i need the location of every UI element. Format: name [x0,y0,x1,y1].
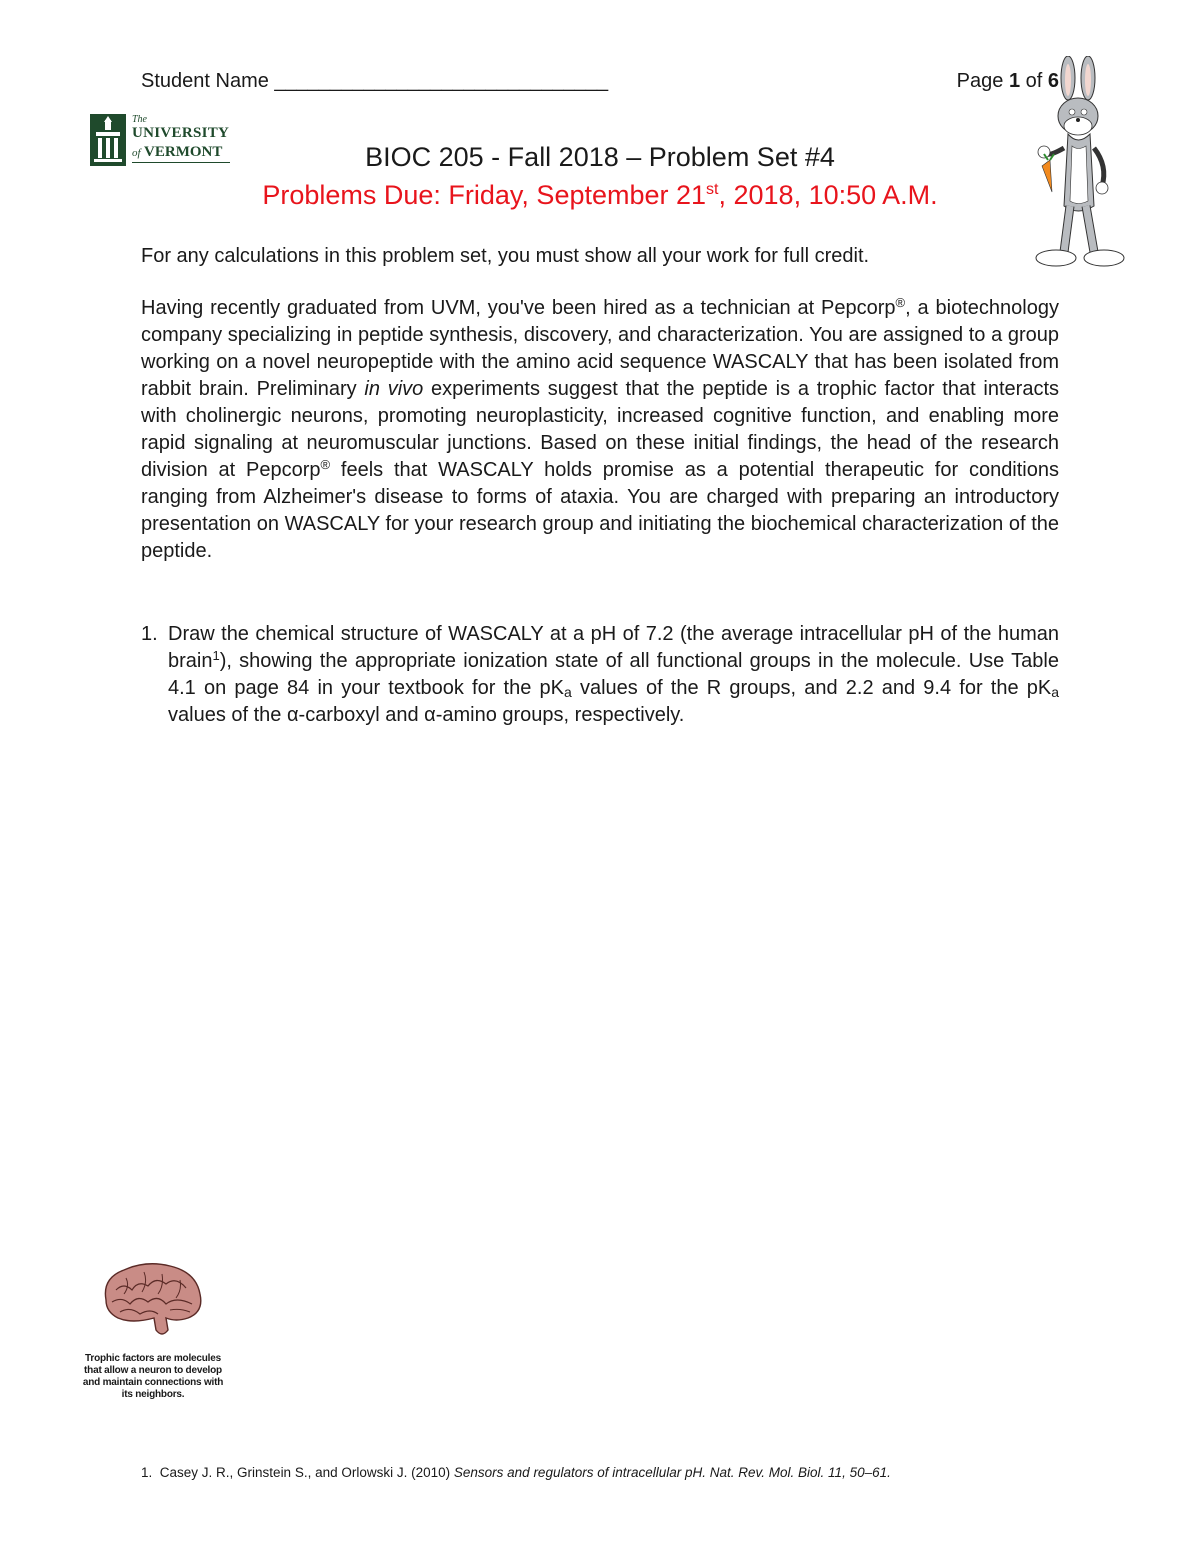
body-italic: in vivo [364,378,424,400]
brain-caption: Trophic factors are molecules that allow a neuron to develop and maintain connections with its neighbors. [82,1353,224,1400]
footnote [141,1464,1081,1482]
registered-mark: ® [320,457,331,472]
question-number: 1. [141,623,158,645]
scenario-paragraph [141,295,1059,565]
due-prefix: Problems Due: Friday, September 21 [262,180,707,210]
question-text-1: Draw the chemical structure of WASCALY at a pH of 7.2 (the average intracellular pH of the human brain [168,623,1059,672]
due-suffix: , 2018, 10:50 A.M. [718,180,938,210]
footnote-title: Sensors and regulators of intracellular pH. Nat. Rev. Mol. Biol. 11, 50–61. [453,1465,891,1480]
body-text-4: feels that WASCALY holds promise as a potential therapeutic for conditions ranging from Alzheimer's disease to forms of ataxia. You are charged with preparing an introductory presentation on WASCALY for your research group and initiating the biochemical characterization of the peptide. [141,459,1060,562]
question-text-2: ), showing the appropriate ionization state of all functional groups in the molecule. Use Table 4.1 on page 84 in your textbook for the pK [168,650,1059,699]
page-current: 1 [1008,70,1021,92]
footnote-authors: Casey J. R., Grinstein S., and Orlowski J. (2010) [159,1465,454,1480]
footnote-ref: 1 [212,648,220,663]
due-ordinal: st [706,181,719,198]
page-of: of [1025,70,1043,92]
logo-vermont-text: VERMONT [144,144,223,160]
body-text-3: experiments suggest that the peptide is a trophic factor that interacts with cholinergic neurons, promoting neuroplasticity, increased cognitive function, and enabling more rapid signaling at neuromuscular junctions. Based on these initial findings, the head of the research division at Pepcorp [141,378,1059,481]
header [141,70,1061,100]
question-1 [141,621,1059,729]
question-text-3: values of the R groups, and 2.2 and 9.4 for the pK [571,677,1052,699]
question-text [168,621,1059,729]
body-text-2: , a biotechnology company specializing in peptide synthesis, discovery, and characterization. You are assigned to a group working on a novel neuropeptide with the amino acid sequence WASCALY that has been isolated from rabbit brain. Preliminary [141,297,1059,400]
question-text-4: values of the α-carboxyl and α-amino groups, respectively. [168,704,685,726]
due-date [0,180,1200,211]
student-name-field: Student Name ______________________________ [141,70,609,92]
page-title: BIOC 205 - Fall 2018 – Problem Set #4 [365,142,835,172]
footnote-number: 1. [141,1465,153,1480]
page-total: 6 [1047,70,1059,92]
logo-the: The [132,114,147,125]
body-text-1: Having recently graduated from UVM, you've been hired as a technician at Pepcorp [141,297,896,319]
pka-subscript: a [564,684,572,700]
page-label: Page [956,70,1004,92]
brain-illustration-icon [96,1260,208,1340]
pka-subscript: a [1051,684,1060,700]
logo-of: of [132,147,141,159]
registered-mark: ® [895,295,906,310]
logo-university: UNIVERSITY [132,125,230,141]
instructions: For any calculations in this problem set, you must show all your work for full credit. [141,245,870,267]
